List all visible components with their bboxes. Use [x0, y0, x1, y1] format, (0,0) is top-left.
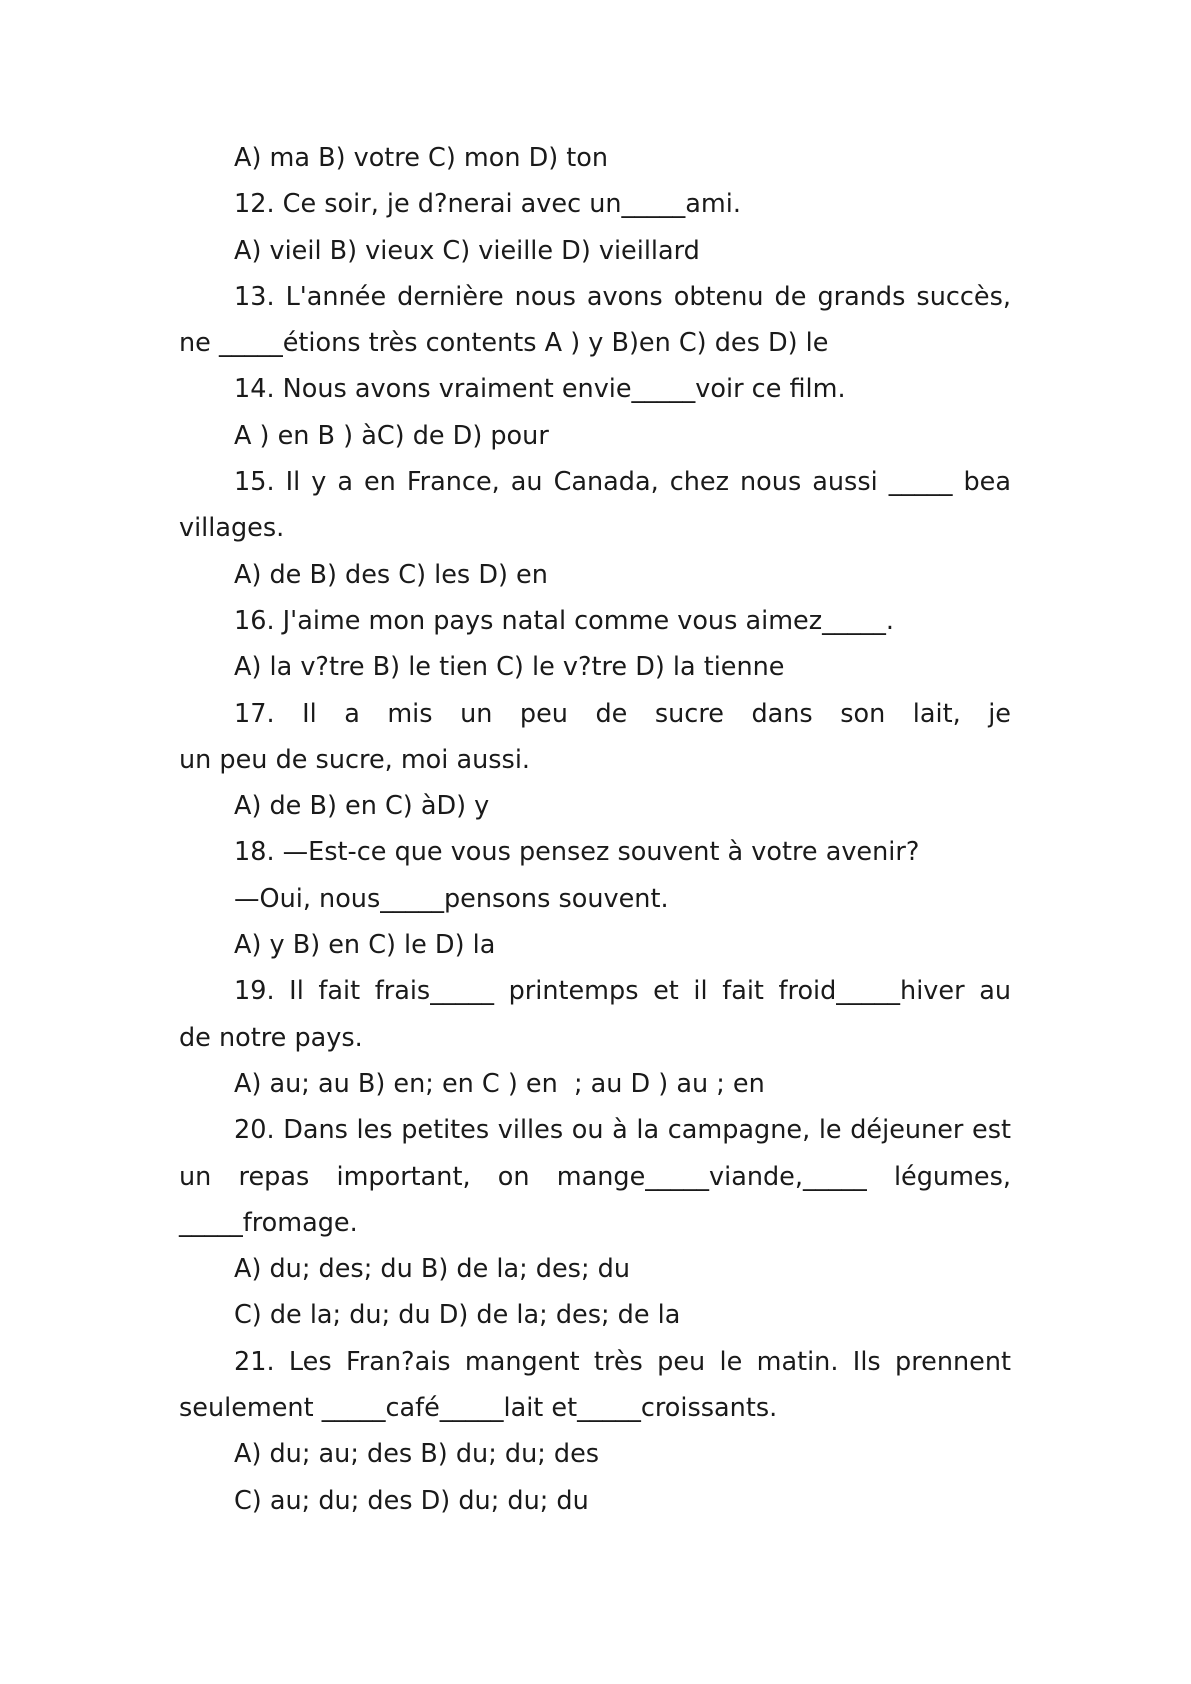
- text-line: 13. L'année dernière nous avons obtenu de grands succès,: [234, 281, 1011, 312]
- text-line: A) au; au B) en; en C ) en ; au D ) au ; en: [234, 1068, 765, 1099]
- text-line: de notre pays.: [179, 1022, 363, 1053]
- text-line: A) la v?tre B) le tien C) le v?tre D) la tienne: [234, 652, 785, 683]
- text-line: 12. Ce soir, je d?nerai avec un_____ami.: [234, 189, 741, 220]
- text-line: A) vieil B) vieux C) vieille D) vieillard: [234, 235, 700, 266]
- exercise-text: [179, 135, 1011, 1524]
- text-line: un repas important, on mange_____viande,_____ légumes,: [179, 1161, 1011, 1192]
- text-line: 17. Il a mis un peu de sucre dans son lait, je: [234, 698, 1011, 729]
- text-line: A) du; des; du B) de la; des; du: [234, 1254, 630, 1285]
- text-line: seulement _____café_____lait et_____croissants.: [179, 1393, 778, 1424]
- text-line: C) de la; du; du D) de la; des; de la: [234, 1300, 681, 1331]
- text-line: C) au; du; des D) du; du; du: [234, 1485, 589, 1516]
- text-line: A) de B) en C) àD) y: [234, 791, 490, 822]
- text-line: 20. Dans les petites villes ou à la campagne, le déjeuner est: [234, 1115, 1011, 1146]
- text-line: un peu de sucre, moi aussi.: [179, 744, 531, 775]
- text-line: villages.: [179, 513, 285, 544]
- text-line: A ) en B ) àC) de D) pour: [234, 420, 549, 451]
- text-line: 15. Il y a en France, au Canada, chez nous aussi _____ bea: [234, 467, 1011, 498]
- text-line: A) du; au; des B) du; du; des: [234, 1439, 600, 1470]
- text-line: 19. Il fait frais_____ printemps et il fait froid_____hiver au: [234, 976, 1011, 1007]
- text-line: A) y B) en C) le D) la: [234, 930, 496, 961]
- text-line: 21. Les Fran?ais mangent très peu le matin. Ils prennent: [234, 1346, 1011, 1377]
- text-line: 14. Nous avons vraiment envie_____voir ce film.: [234, 374, 846, 405]
- text-line: A) ma B) votre C) mon D) ton: [234, 143, 609, 173]
- text-line: A) de B) des C) les D) en: [234, 559, 548, 590]
- text-line: _____fromage.: [179, 1207, 358, 1238]
- text-line: ne _____étions très contents A ) y B)en C) des D) le: [179, 328, 829, 359]
- text-line: —Oui, nous_____pensons souvent.: [234, 883, 669, 914]
- text-line: 18. —Est-ce que vous pensez souvent à votre avenir?: [234, 837, 920, 868]
- text-line: 16. J'aime mon pays natal comme vous aimez_____.: [234, 605, 894, 636]
